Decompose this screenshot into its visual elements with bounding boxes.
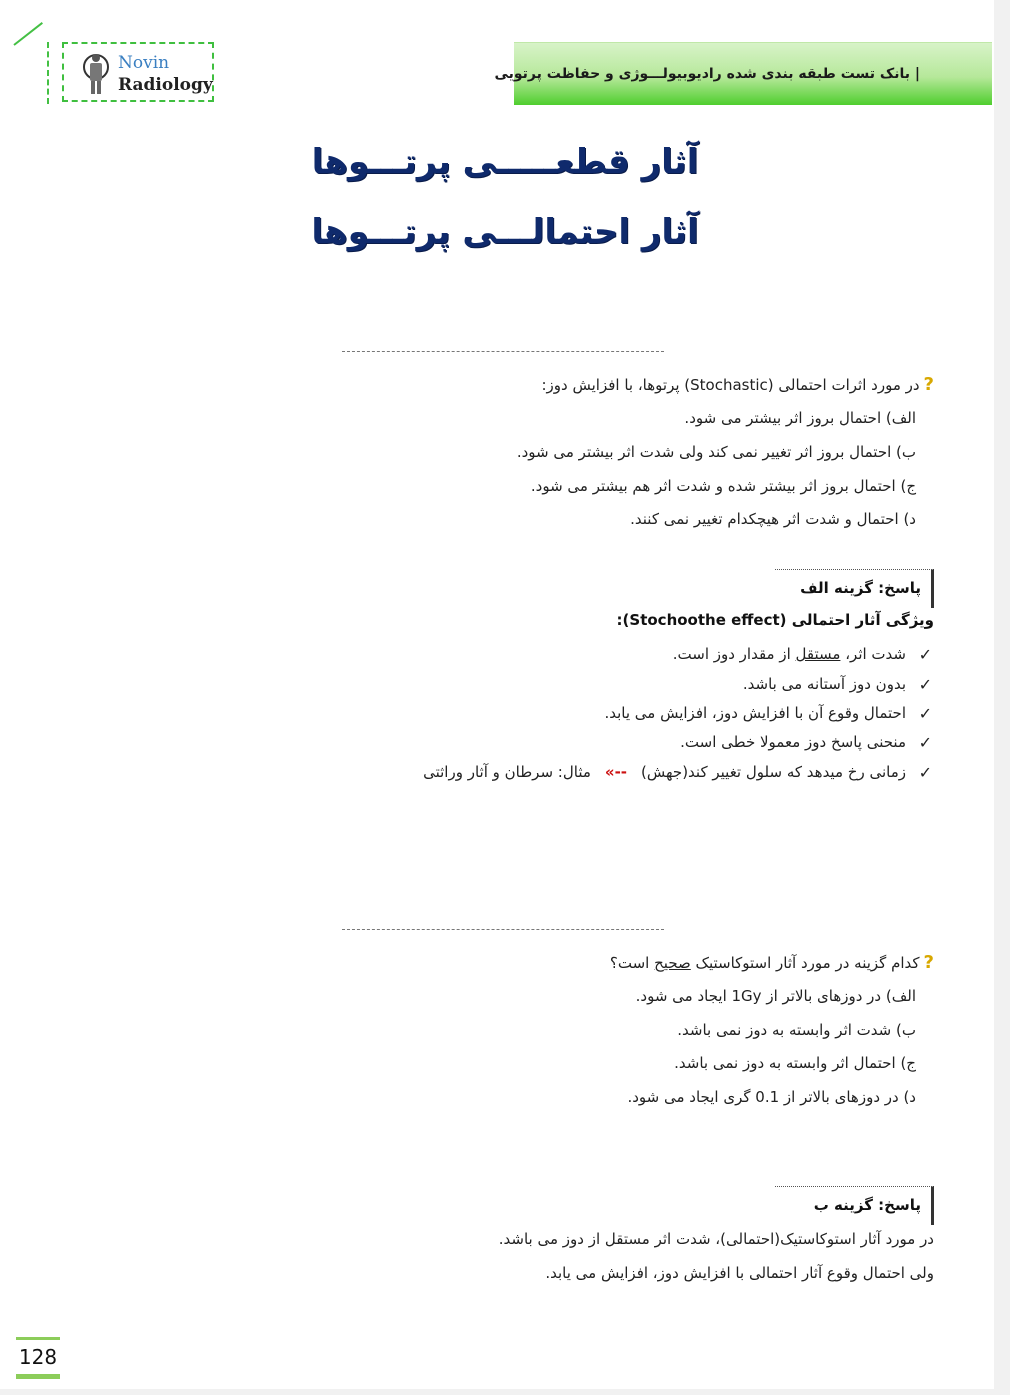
logo-decoration-line	[13, 22, 43, 46]
q1-bullet-4: ✓ منحنی پاسخ دوز معمولا خطی است.	[680, 733, 932, 752]
arrow-icon: --»	[604, 763, 628, 781]
q1-answer-box	[775, 569, 934, 608]
header-banner	[494, 42, 992, 105]
q1-option-d: د) احتمال و شدت اثر هیچکدام تغییر نمی کنند.	[630, 510, 916, 528]
question-mark-icon: ?	[923, 374, 934, 395]
q2-answer-box	[775, 1186, 934, 1225]
xray-person-icon	[82, 50, 110, 96]
logo-decoration-dash	[47, 42, 51, 104]
q1-option-a: الف) احتمال بروز اثر بیشتر می شود.	[684, 409, 916, 427]
checkmark-icon: ✓	[918, 733, 932, 752]
divider	[342, 929, 664, 930]
q2-option-a: الف) در دوزهای بالاتر از 1Gy ایجاد می شود.	[635, 987, 916, 1005]
page-right-edge	[994, 0, 1010, 1395]
q1-option-b: ب) احتمال بروز اثر تغییر نمی کند ولی شدت اثر بیشتر می شود.	[516, 443, 916, 461]
page-title-stochastic: آثار احتمالـــی پرتـــوها	[311, 212, 699, 252]
page-bottom-edge	[0, 1389, 1010, 1395]
q2-explanation-line-1: در مورد آثار استوکاستیک(احتمالی)، شدت اثر مستقل از دوز می باشد.	[498, 1230, 934, 1248]
divider	[342, 351, 664, 352]
q1-bullet-5: ✓ زمانی رخ میدهد که سلول تغییر کند(جهش)--»مثال: سرطان و آثار وراثتی	[423, 763, 932, 782]
question-2: ?کدام گزینه در مورد آثار استوکاستیک صحیح است؟	[609, 952, 934, 973]
checkmark-icon: ✓	[918, 645, 932, 664]
q2-explanation-line-2: ولی احتمال وقوع آثار احتمالی با افزایش دوز، افزایش می یابد.	[545, 1264, 934, 1282]
q1-bullet-1: ✓ شدت اثر، مستقل از مقدار دوز است.	[672, 645, 932, 664]
q1-explanation-title: ویژگی آثار احتمالی (Stochoothe effect):	[616, 611, 934, 629]
checkmark-icon: ✓	[918, 675, 932, 694]
q2-option-b: ب) شدت اثر وابسته به دوز نمی باشد.	[677, 1021, 916, 1039]
question-mark-icon: ?	[923, 952, 934, 973]
q2-answer: پاسخ: گزینه ب	[813, 1196, 921, 1214]
page-number: 128	[16, 1337, 60, 1379]
question-1-text: در مورد اثرات احتمالی (Stochastic) پرتوها، با افزایش دوز:	[541, 376, 920, 394]
q2-option-d: د) در دوزهای بالاتر از 0.1 گری ایجاد می شود.	[627, 1088, 916, 1106]
q2-option-c: ج) احتمال اثر وابسته به دوز نمی باشد.	[674, 1054, 916, 1072]
q1-bullet-2: ✓ بدون دوز آستانه می باشد.	[742, 675, 932, 694]
logo-novin: Novin	[118, 53, 170, 73]
checkmark-icon: ✓	[918, 763, 932, 782]
banner-title: | بانک تست طبقه بندی شده رادیوبیولـــوژی و حفاظت پرتویی	[494, 66, 920, 82]
question-1	[541, 374, 934, 395]
checkmark-icon: ✓	[918, 704, 932, 723]
logo	[62, 42, 214, 102]
logo-radiology: Radiology	[118, 75, 213, 95]
q1-answer: پاسخ: گزینه الف	[800, 579, 921, 597]
page-title-deterministic: آثار قطعـــــی پرتـــوها	[311, 142, 699, 182]
q1-option-c: ج) احتمال بروز اثر بیشتر شده و شدت اثر هم بیشتر می شود.	[530, 477, 916, 495]
q1-bullet-3: ✓ احتمال وقوع آن با افزایش دوز، افزایش می یابد.	[604, 704, 932, 723]
